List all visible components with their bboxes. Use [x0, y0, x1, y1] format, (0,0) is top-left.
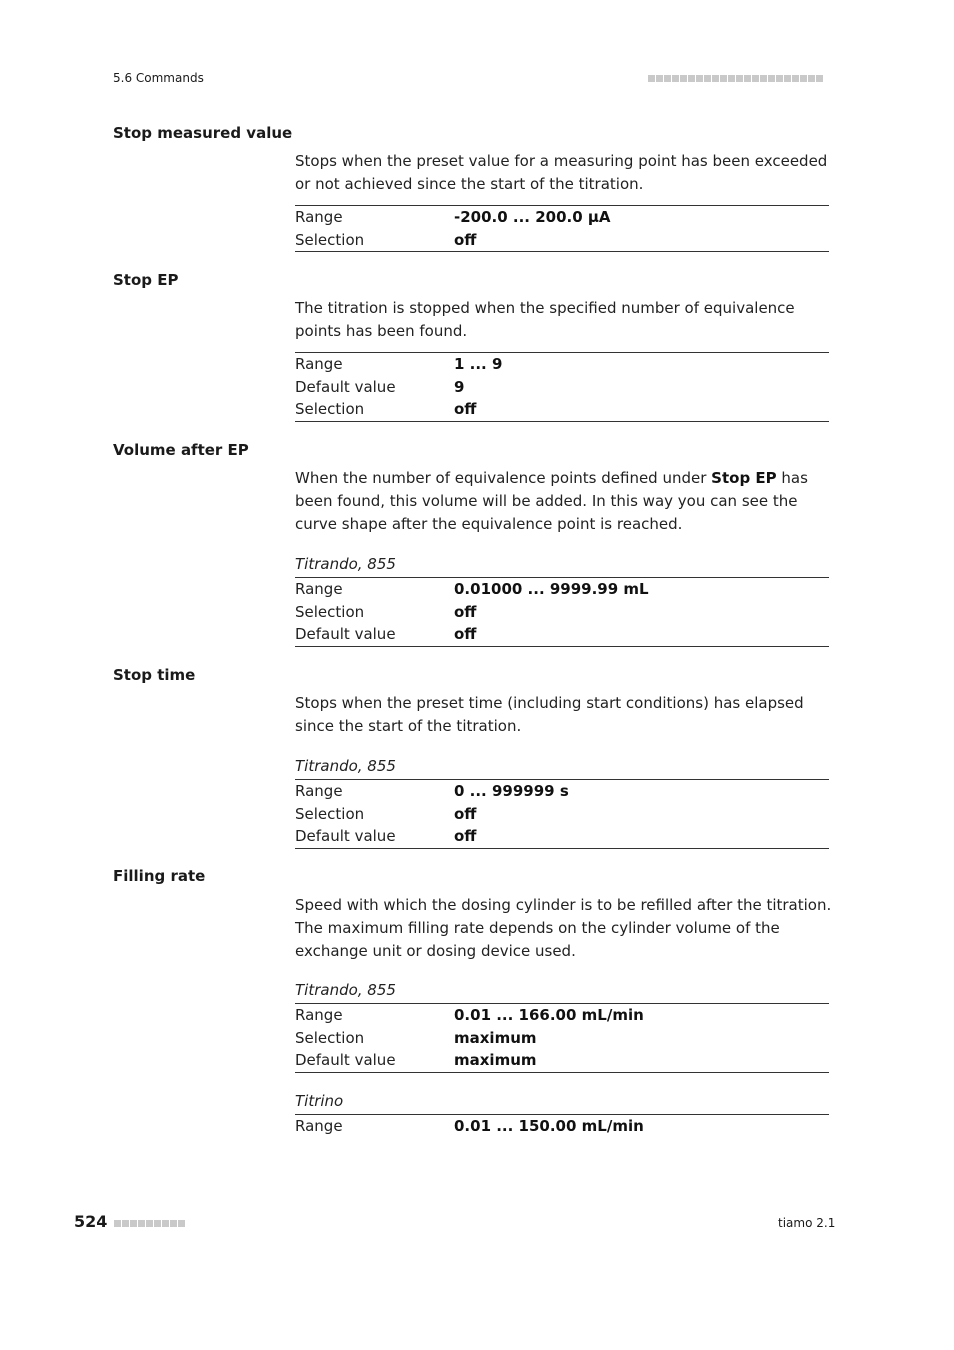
param-value: -200.0 ... 200.0 µA: [454, 208, 611, 227]
param-key: Range: [295, 1117, 343, 1136]
page-number: 524: [74, 1212, 108, 1231]
param-key: Range: [295, 1006, 343, 1025]
param-key: Range: [295, 355, 343, 374]
table-row: [295, 623, 829, 646]
table-row: [295, 206, 829, 229]
section-description: Speed with which the dosing cylinder is to be refilled after the titration. The maximum filling rate depends on the cylinder volume of the exchange unit or dosing device used.: [295, 896, 832, 960]
header-section-title: 5.6 Commands: [113, 71, 204, 85]
context-label: Titrando, 855: [295, 757, 396, 775]
param-value: off: [454, 602, 477, 621]
param-value: maximum: [454, 1051, 537, 1070]
section-title-stop-measured-value: Stop measured value: [113, 124, 293, 142]
description-text: When the number of equivalence points defined under: [295, 469, 712, 487]
section-title-filling-rate: Filling rate: [113, 867, 206, 885]
param-key: Selection: [295, 400, 365, 419]
section-title-volume-after-ep: Volume after EP: [113, 441, 249, 459]
table-row: [295, 578, 829, 601]
table-row: [295, 1049, 829, 1072]
param-value: 9: [454, 377, 465, 396]
param-value: 0.01 ... 166.00 mL/min: [454, 1006, 644, 1025]
param-value: off: [454, 804, 477, 823]
section-title-stop-time: Stop time: [113, 666, 196, 684]
parameter-table: [295, 205, 829, 252]
param-value: 0.01 ... 150.00 mL/min: [454, 1117, 644, 1136]
param-key: Range: [295, 208, 343, 227]
param-value: off: [454, 400, 477, 419]
param-key: Selection: [295, 1028, 365, 1047]
table-row: [295, 780, 829, 803]
parameter-table: [295, 779, 829, 849]
param-key: Default value: [295, 377, 396, 396]
param-key: Selection: [295, 230, 365, 249]
param-key: Default value: [295, 827, 396, 846]
table-row: [295, 353, 829, 376]
section-description: Stops when the preset time (including start conditions) has elapsed since the start of the titration.: [295, 694, 804, 735]
parameter-table: [295, 1114, 829, 1138]
description-text: has been found, this volume will be added. In this way you can see the curve shape after the equivalence point is reached.: [295, 469, 808, 533]
param-value: off: [454, 230, 477, 249]
header-decorative-dots: [648, 75, 823, 82]
context-label: Titrando, 855: [295, 981, 396, 999]
param-key: Range: [295, 580, 343, 599]
table-row: [295, 398, 829, 421]
param-value: off: [454, 827, 477, 846]
param-value: 0.01000 ... 9999.99 mL: [454, 580, 649, 599]
section-description: The titration is stopped when the specified number of equivalence points has been found.: [295, 299, 795, 340]
context-label: Titrino: [295, 1092, 344, 1110]
section-description: Stops when the preset value for a measuring point has been exceeded or not achieved since the start of the titration.: [295, 152, 828, 193]
context-label: Titrando, 855: [295, 555, 396, 573]
section-title-stop-ep: Stop EP: [113, 271, 179, 289]
table-row: [295, 1004, 829, 1027]
param-value: maximum: [454, 1028, 537, 1047]
table-row: [295, 376, 829, 399]
footer-decorative-dots: [114, 1220, 185, 1227]
description-bold-reference: Stop EP: [711, 469, 777, 487]
table-row: [295, 1027, 829, 1050]
table-row: [295, 1115, 829, 1138]
table-row: [295, 825, 829, 848]
section-description: [295, 467, 835, 536]
param-value: 0 ... 999999 s: [454, 782, 569, 801]
param-key: Range: [295, 782, 343, 801]
parameter-table: [295, 577, 829, 647]
param-key: Selection: [295, 602, 365, 621]
parameter-table: [295, 352, 829, 422]
table-row: [295, 803, 829, 826]
table-row: [295, 229, 829, 252]
param-key: Selection: [295, 804, 365, 823]
table-row: [295, 601, 829, 624]
parameter-table: [295, 1003, 829, 1073]
param-value: 1 ... 9: [454, 355, 503, 374]
product-name: tiamo 2.1: [778, 1216, 836, 1230]
param-key: Default value: [295, 1051, 396, 1070]
param-key: Default value: [295, 625, 396, 644]
param-value: off: [454, 625, 477, 644]
